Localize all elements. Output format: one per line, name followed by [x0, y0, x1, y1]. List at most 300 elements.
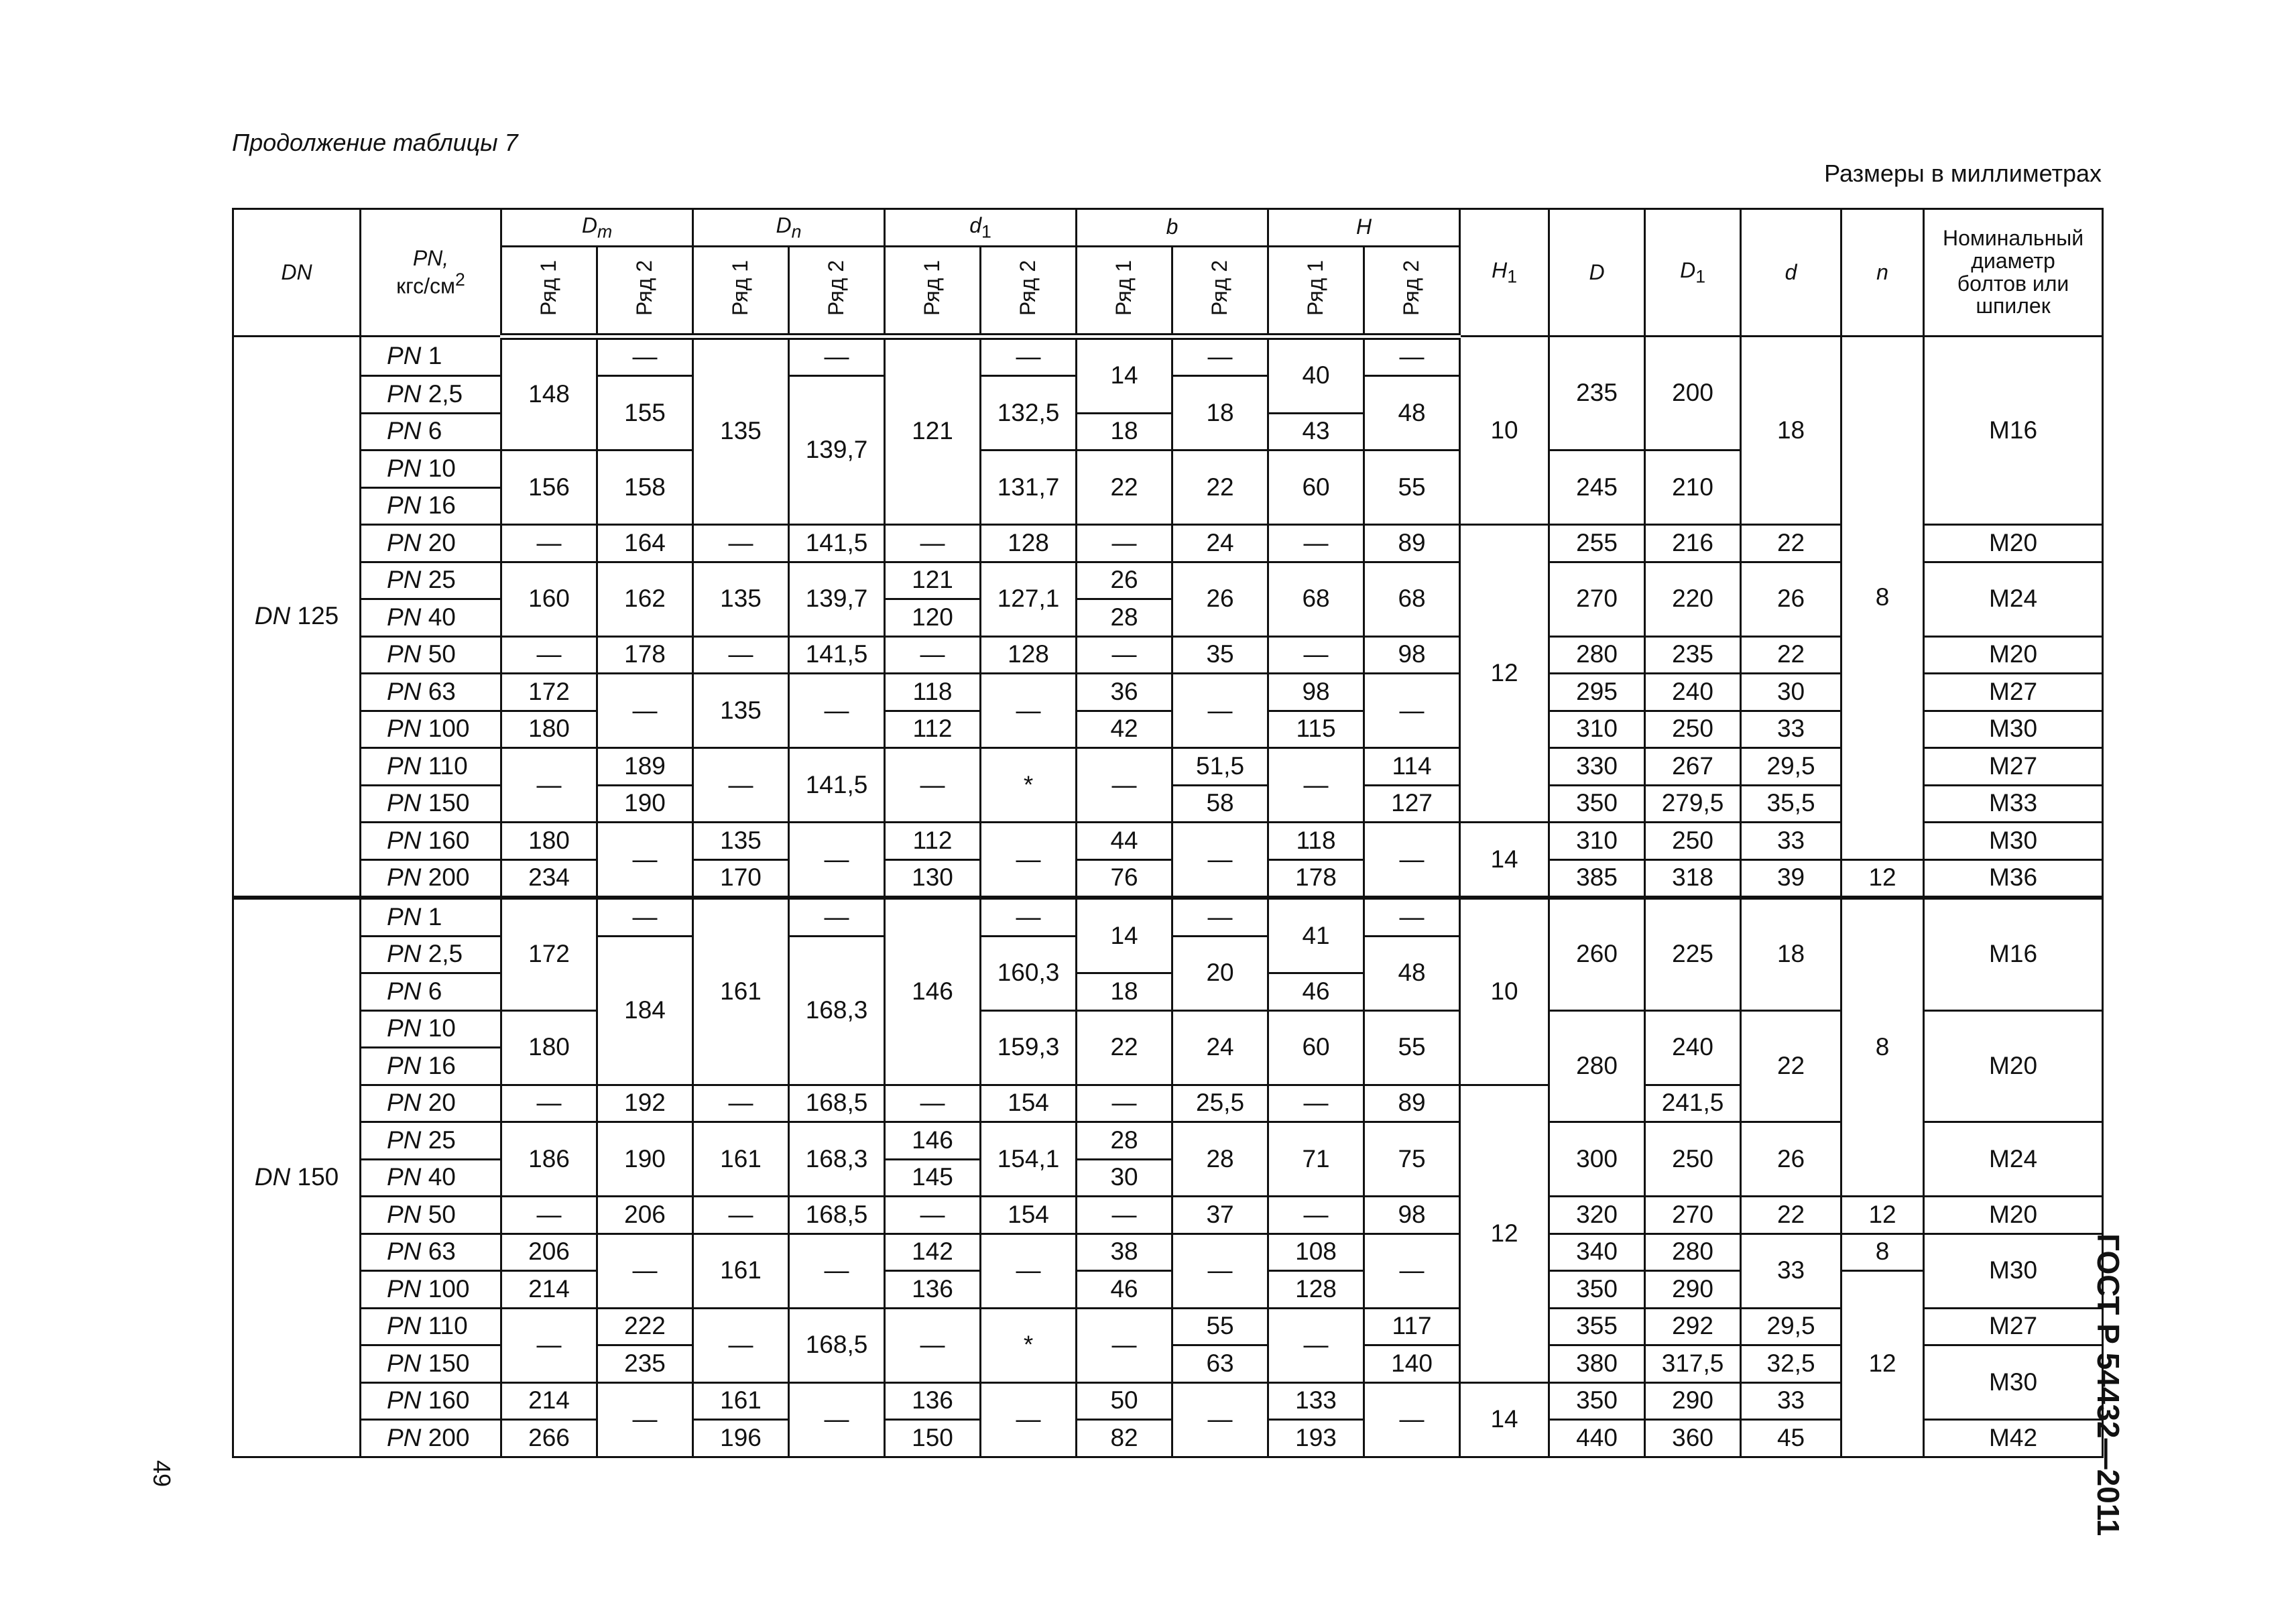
cell: —: [981, 674, 1077, 748]
cell: 350: [1549, 785, 1645, 823]
cell: 184: [597, 936, 693, 1085]
table-row: [233, 1010, 2103, 1048]
cell: M36: [1924, 859, 2103, 898]
cell: 235: [1549, 337, 1645, 450]
cell: 235: [1645, 636, 1741, 674]
pn-cell: PN 1: [361, 337, 501, 376]
cell: 35: [1172, 636, 1268, 674]
cell: 214: [501, 1271, 597, 1309]
cell: M24: [1924, 562, 2103, 636]
cell: 266: [501, 1420, 597, 1457]
cell: 161: [693, 1234, 789, 1308]
cell: —: [501, 748, 597, 823]
table-row: [233, 711, 2103, 748]
header-row1: Ряд 1: [1268, 246, 1364, 337]
table-row: [233, 859, 2103, 898]
cell: 25,5: [1172, 1085, 1268, 1122]
cell: —: [981, 823, 1077, 898]
table-row: [233, 1308, 2103, 1345]
cell: 440: [1549, 1420, 1645, 1457]
cell: 150: [885, 1420, 981, 1457]
cell: 317,5: [1645, 1345, 1741, 1383]
cell: —: [1364, 1234, 1460, 1308]
cell: 270: [1645, 1197, 1741, 1234]
pn-cell: PN 25: [361, 1122, 501, 1160]
cell: —: [597, 337, 693, 376]
cell: 255: [1549, 525, 1645, 562]
cell: 127: [1364, 785, 1460, 823]
cell: M20: [1924, 1010, 2103, 1122]
cell: 10: [1460, 337, 1549, 525]
cell: 35,5: [1741, 785, 1841, 823]
dn-cell: DN 125: [233, 337, 361, 898]
cell: —: [1268, 748, 1364, 823]
cell: 24: [1172, 525, 1268, 562]
cell: 28: [1077, 599, 1172, 637]
cell: 206: [501, 1234, 597, 1271]
cell: 140: [1364, 1345, 1460, 1383]
cell: —: [1172, 1382, 1268, 1457]
pn-cell: PN 200: [361, 1420, 501, 1457]
cell: 18: [1172, 376, 1268, 450]
cell: —: [1364, 337, 1460, 376]
header-hole-d: d: [1741, 209, 1841, 337]
cell: 29,5: [1741, 748, 1841, 786]
cell: 168,5: [789, 1085, 885, 1122]
cell: 128: [981, 525, 1077, 562]
cell: 50: [1077, 1382, 1172, 1420]
cell: 380: [1549, 1345, 1645, 1383]
cell: 38: [1077, 1234, 1172, 1271]
cell: 12: [1841, 1197, 1924, 1234]
cell: 214: [501, 1382, 597, 1420]
cell: 112: [885, 823, 981, 860]
cell: 154: [981, 1197, 1077, 1234]
cell: —: [789, 1382, 885, 1457]
cell: 360: [1645, 1420, 1741, 1457]
cell: —: [597, 1234, 693, 1308]
pn-cell: PN 1: [361, 898, 501, 936]
cell: 292: [1645, 1308, 1741, 1345]
cell: 115: [1268, 711, 1364, 748]
cell: 310: [1549, 823, 1645, 860]
cell: 22: [1741, 636, 1841, 674]
cell: 128: [1268, 1271, 1364, 1309]
table-row: [233, 1122, 2103, 1160]
header-pn: PN, кгс/$см^2$: [361, 209, 501, 337]
cell: —: [1077, 1197, 1172, 1234]
cell: 32,5: [1741, 1345, 1841, 1383]
cell: 216: [1645, 525, 1741, 562]
cell: 12: [1460, 1085, 1549, 1382]
cell: 43: [1268, 413, 1364, 450]
cell: 18: [1077, 413, 1172, 450]
cell: 267: [1645, 748, 1741, 786]
cell: 155: [597, 376, 693, 450]
cell: 159,3: [981, 1010, 1077, 1085]
cell: 132,5: [981, 376, 1077, 450]
cell: 206: [597, 1197, 693, 1234]
cell: 135: [693, 674, 789, 748]
header-dm: $D_m$: [501, 209, 693, 247]
cell: 26: [1741, 562, 1841, 636]
cell: M42: [1924, 1420, 2103, 1457]
cell: 130: [885, 859, 981, 898]
cell: 250: [1645, 711, 1741, 748]
cell: 24: [1172, 1010, 1268, 1085]
cell: 22: [1077, 1010, 1172, 1085]
cell: 40: [1268, 337, 1364, 414]
header-row1: Ряд 1: [501, 246, 597, 337]
pn-cell: PN 40: [361, 599, 501, 637]
cell: 145: [885, 1159, 981, 1197]
header-row2: Ряд 2: [1364, 246, 1460, 337]
cell: 193: [1268, 1420, 1364, 1457]
cell: 220: [1645, 562, 1741, 636]
cell: —: [885, 636, 981, 674]
cell: 158: [597, 450, 693, 525]
cell: 30: [1077, 1159, 1172, 1197]
cell: 8: [1841, 337, 1924, 860]
cell: —: [789, 823, 885, 898]
cell: 118: [1268, 823, 1364, 860]
cell: 127,1: [981, 562, 1077, 636]
cell: 22: [1741, 1197, 1841, 1234]
dn-cell: DN 150: [233, 898, 361, 1457]
standard-code: ГОСТ Р 54432—2011: [2091, 1234, 2126, 1537]
cell: 139,7: [789, 376, 885, 525]
pn-cell: PN 10: [361, 450, 501, 488]
cell: 280: [1549, 1010, 1645, 1122]
header-row1: Ряд 1: [693, 246, 789, 337]
cell: —: [1172, 337, 1268, 376]
cell: M30: [1924, 823, 2103, 860]
table-row: [233, 748, 2103, 786]
cell: 330: [1549, 748, 1645, 786]
cell: 141,5: [789, 525, 885, 562]
pn-cell: PN 6: [361, 413, 501, 450]
cell: 121: [885, 562, 981, 599]
cell: 46: [1077, 1271, 1172, 1309]
cell: 33: [1741, 711, 1841, 748]
cell: —: [1268, 1308, 1364, 1382]
cell: 190: [597, 1122, 693, 1197]
cell: —: [789, 674, 885, 748]
cell: 192: [597, 1085, 693, 1122]
cell: 60: [1268, 1010, 1364, 1085]
cell: 60: [1268, 450, 1364, 525]
cell: —: [1077, 748, 1172, 823]
cell: —: [981, 337, 1077, 376]
cell: 68: [1364, 562, 1460, 636]
cell: —: [1268, 1197, 1364, 1234]
cell: —: [1172, 823, 1268, 898]
header-bolt-diameter: Номинальный диаметр болтов или шпилек: [1924, 209, 2103, 337]
cell: 89: [1364, 1085, 1460, 1122]
cell: —: [1077, 525, 1172, 562]
cell: 154: [981, 1085, 1077, 1122]
cell: 26: [1172, 562, 1268, 636]
pn-cell: PN 40: [361, 1159, 501, 1197]
cell: —: [885, 525, 981, 562]
cell: —: [981, 898, 1077, 936]
cell: 318: [1645, 859, 1741, 898]
cell: 172: [501, 898, 597, 1010]
group-dn150: [233, 898, 2103, 1457]
cell: —: [693, 1308, 789, 1382]
cell: 133: [1268, 1382, 1364, 1420]
cell: M20: [1924, 525, 2103, 562]
pn-cell: PN 63: [361, 1234, 501, 1271]
cell: 340: [1549, 1234, 1645, 1271]
cell: 270: [1549, 562, 1645, 636]
table-row: [233, 823, 2103, 860]
cell: 71: [1268, 1122, 1364, 1197]
pn-cell: PN 150: [361, 785, 501, 823]
header-b: b: [1077, 209, 1268, 247]
cell: M20: [1924, 636, 2103, 674]
cell: *: [981, 748, 1077, 823]
cell: 260: [1549, 898, 1645, 1010]
cell: 172: [501, 674, 597, 711]
cell: 44: [1077, 823, 1172, 860]
cell: —: [693, 1197, 789, 1234]
cell: 160: [501, 562, 597, 636]
cell: 12: [1841, 1271, 1924, 1457]
table-row: [233, 1234, 2103, 1271]
cell: 178: [1268, 859, 1364, 898]
cell: —: [693, 525, 789, 562]
cell: 22: [1172, 450, 1268, 525]
pn-cell: PN 100: [361, 1271, 501, 1309]
table-row: [233, 1197, 2103, 1234]
cell: 118: [885, 674, 981, 711]
pn-cell: PN 150: [361, 1345, 501, 1383]
cell: 156: [501, 450, 597, 525]
cell: 350: [1549, 1271, 1645, 1309]
cell: 117: [1364, 1308, 1460, 1345]
cell: —: [1172, 898, 1268, 936]
cell: —: [885, 1308, 981, 1382]
table-row: [233, 1420, 2103, 1457]
cell: 154,1: [981, 1122, 1077, 1197]
cell: 26: [1077, 562, 1172, 599]
cell: —: [981, 1234, 1077, 1308]
cell: —: [789, 337, 885, 376]
cell: 164: [597, 525, 693, 562]
pn-cell: PN 2,5: [361, 376, 501, 414]
cell: 295: [1549, 674, 1645, 711]
cell: 196: [693, 1420, 789, 1457]
cell: 141,5: [789, 636, 885, 674]
pn-cell: PN 6: [361, 973, 501, 1011]
cell: 135: [693, 337, 789, 525]
cell: 121: [885, 337, 981, 525]
cell: 108: [1268, 1234, 1364, 1271]
header-outer-d: D: [1549, 209, 1645, 337]
cell: 170: [693, 859, 789, 898]
cell: 161: [693, 898, 789, 1085]
cell: 279,5: [1645, 785, 1741, 823]
cell: 48: [1364, 376, 1460, 450]
cell: 128: [981, 636, 1077, 674]
cell: 98: [1364, 636, 1460, 674]
cell: 280: [1645, 1234, 1741, 1271]
pn-cell: PN 20: [361, 525, 501, 562]
cell: 180: [501, 1010, 597, 1085]
cell: 26: [1741, 1122, 1841, 1197]
header-d1-bolt-circle: $D_1$: [1645, 209, 1741, 337]
cell: —: [501, 1197, 597, 1234]
cell: 146: [885, 898, 981, 1085]
pn-cell: PN 16: [361, 487, 501, 525]
cell: 68: [1268, 562, 1364, 636]
cell: 33: [1741, 823, 1841, 860]
cell: 14: [1077, 337, 1172, 414]
cell: 37: [1172, 1197, 1268, 1234]
pn-cell: PN 16: [361, 1048, 501, 1085]
cell: M33: [1924, 785, 2103, 823]
table-row: [233, 898, 2103, 936]
cell: 240: [1645, 1010, 1741, 1085]
cell: —: [693, 636, 789, 674]
cell: 98: [1364, 1197, 1460, 1234]
cell: 245: [1549, 450, 1645, 525]
pn-cell: PN 100: [361, 711, 501, 748]
cell: 14: [1077, 898, 1172, 973]
cell: —: [597, 1382, 693, 1457]
cell: 178: [597, 636, 693, 674]
header-row2: Ряд 2: [1172, 246, 1268, 337]
cell: 142: [885, 1234, 981, 1271]
cell: 33: [1741, 1382, 1841, 1420]
cell: 222: [597, 1308, 693, 1345]
pn-cell: PN 10: [361, 1010, 501, 1048]
cell: —: [597, 898, 693, 936]
pn-cell: PN 2,5: [361, 936, 501, 973]
cell: 180: [501, 711, 597, 748]
cell: 135: [693, 823, 789, 860]
cell: 14: [1460, 823, 1549, 898]
cell: 280: [1549, 636, 1645, 674]
cell: 250: [1645, 823, 1741, 860]
header-row2: Ряд 2: [789, 246, 885, 337]
cell: —: [501, 636, 597, 674]
cell: —: [885, 1085, 981, 1122]
cell: 120: [885, 599, 981, 637]
flange-dimensions-table: [232, 208, 2104, 1458]
cell: 241,5: [1645, 1085, 1741, 1122]
pn-cell: PN 110: [361, 1308, 501, 1345]
cell: 51,5: [1172, 748, 1268, 786]
cell: 350: [1549, 1382, 1645, 1420]
table-row: [233, 1382, 2103, 1420]
cell: —: [789, 898, 885, 936]
cell: 200: [1645, 337, 1741, 450]
cell: 135: [693, 562, 789, 636]
cell: 385: [1549, 859, 1645, 898]
cell: —: [885, 1197, 981, 1234]
cell: M24: [1924, 1122, 2103, 1197]
cell: 45: [1741, 1420, 1841, 1457]
cell: —: [981, 1382, 1077, 1457]
cell: 235: [597, 1345, 693, 1383]
header-row1: Ряд 1: [1077, 246, 1172, 337]
header-d1: $d_1$: [885, 209, 1077, 247]
cell: —: [1364, 1382, 1460, 1457]
cell: 146: [885, 1122, 981, 1160]
header-h: H: [1268, 209, 1460, 247]
cell: 210: [1645, 450, 1741, 525]
cell: 112: [885, 711, 981, 748]
table-row: [233, 562, 2103, 599]
cell: 168,5: [789, 1308, 885, 1382]
cell: 98: [1268, 674, 1364, 711]
cell: 168,3: [789, 936, 885, 1085]
cell: 168,5: [789, 1197, 885, 1234]
group-dn125: [233, 337, 2103, 898]
page-number: 49: [148, 1460, 176, 1488]
cell: 162: [597, 562, 693, 636]
cell: 55: [1364, 1010, 1460, 1085]
cell: M27: [1924, 748, 2103, 786]
header-h1: $H_1$: [1460, 209, 1549, 337]
cell: 28: [1172, 1122, 1268, 1197]
cell: 8: [1841, 898, 1924, 1197]
cell: —: [1268, 636, 1364, 674]
cell: 180: [501, 823, 597, 860]
cell: 240: [1645, 674, 1741, 711]
pn-cell: PN 20: [361, 1085, 501, 1122]
cell: 186: [501, 1122, 597, 1197]
cell: M16: [1924, 337, 2103, 525]
cell: 160,3: [981, 936, 1077, 1010]
cell: 20: [1172, 936, 1268, 1010]
cell: 234: [501, 859, 597, 898]
cell: 36: [1077, 674, 1172, 711]
header-n: n: [1841, 209, 1924, 337]
cell: 290: [1645, 1382, 1741, 1420]
cell: 33: [1741, 1234, 1841, 1308]
pn-cell: PN 50: [361, 636, 501, 674]
cell: 14: [1460, 1382, 1549, 1457]
cell: 28: [1077, 1122, 1172, 1160]
cell: 141,5: [789, 748, 885, 823]
table-row: [233, 636, 2103, 674]
cell: —: [597, 823, 693, 898]
cell: 63: [1172, 1345, 1268, 1383]
cell: 139,7: [789, 562, 885, 636]
cell: —: [1364, 674, 1460, 748]
cell: 310: [1549, 711, 1645, 748]
cell: 55: [1172, 1308, 1268, 1345]
cell: 161: [693, 1382, 789, 1420]
cell: 320: [1549, 1197, 1645, 1234]
cell: 76: [1077, 859, 1172, 898]
cell: 22: [1741, 525, 1841, 562]
header-dn-pipe: $D_n$: [693, 209, 885, 247]
cell: 136: [885, 1382, 981, 1420]
cell: 22: [1741, 1010, 1841, 1122]
cell: —: [1077, 1085, 1172, 1122]
cell: 39: [1741, 859, 1841, 898]
cell: 46: [1268, 973, 1364, 1011]
cell: 250: [1645, 1122, 1741, 1197]
header-row2: Ряд 2: [981, 246, 1077, 337]
cell: —: [1077, 1308, 1172, 1382]
cell: 18: [1077, 973, 1172, 1011]
cell: M27: [1924, 1308, 2103, 1345]
